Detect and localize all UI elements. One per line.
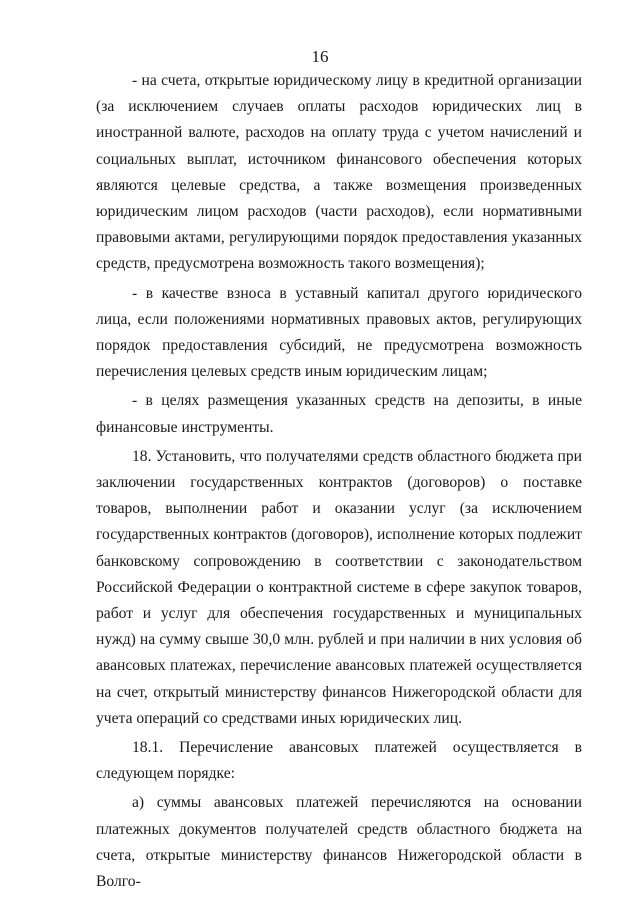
paragraph-clause-18-1: 18.1. Перечисление авансовых платежей осуществляется в следующем порядке: [96, 739, 582, 783]
paragraph-deposits: - в целях размещения указанных средств на депозиты, в иные финансовые инструменты. [96, 392, 582, 436]
paragraph-charter-capital: - в качестве взноса в уставный капитал другого юридического лица, если положениями нормативных правовых актов, регулирующих порядок предоставления субсидий, не предусмотрена возможность перечисления целевых средств иным юридическим лицам; [96, 284, 582, 381]
paragraph-bank-accounts: - на счета, открытые юридическому лицу в кредитной организации (за исключением случаев оплаты расходов юридических лиц в иностранной валюте, расходов на оплату труда с учетом начислений и социальных выплат, источником финансового обеспечения которых являются целевые средства, а также возмещения произведенных юридическим лицом расходов (части расходов), если нормативными правовыми актами, регулирующими порядок предоставления указанных средств, предусмотрена возможность такого возмещения); [96, 72, 582, 273]
page-number: 16 [311, 47, 329, 66]
paragraph-clause-18: 18. Установить, что получателями средств областного бюджета при заключении государственных контрактов (договоров) о поставке товаров, выполнении работ и оказании услуг (за исключением государственных контрактов (договоров), исполнение которых подлежит банковскому сопровождению в соответствии с законодательством Российской Федерации о контрактной системе в сфере закупок товаров, работ и услуг для обеспечения государственных и муниципальных нужд) на сумму свыше 30,0 млн. рублей и при наличии в них условия об авансовых платежах, перечисление авансовых платежей осуществляется на счет, открытый министерству финансов Нижегородской области для учета операций со средствами иных юридических лиц. [96, 447, 582, 727]
document-body [96, 68, 582, 895]
paragraph-subclause-a: а) суммы авансовых платежей перечисляются на основании платежных документов получателей средств областного бюджета на счета, открытые министерству финансов Нижегородской области в Волго- [96, 794, 582, 891]
